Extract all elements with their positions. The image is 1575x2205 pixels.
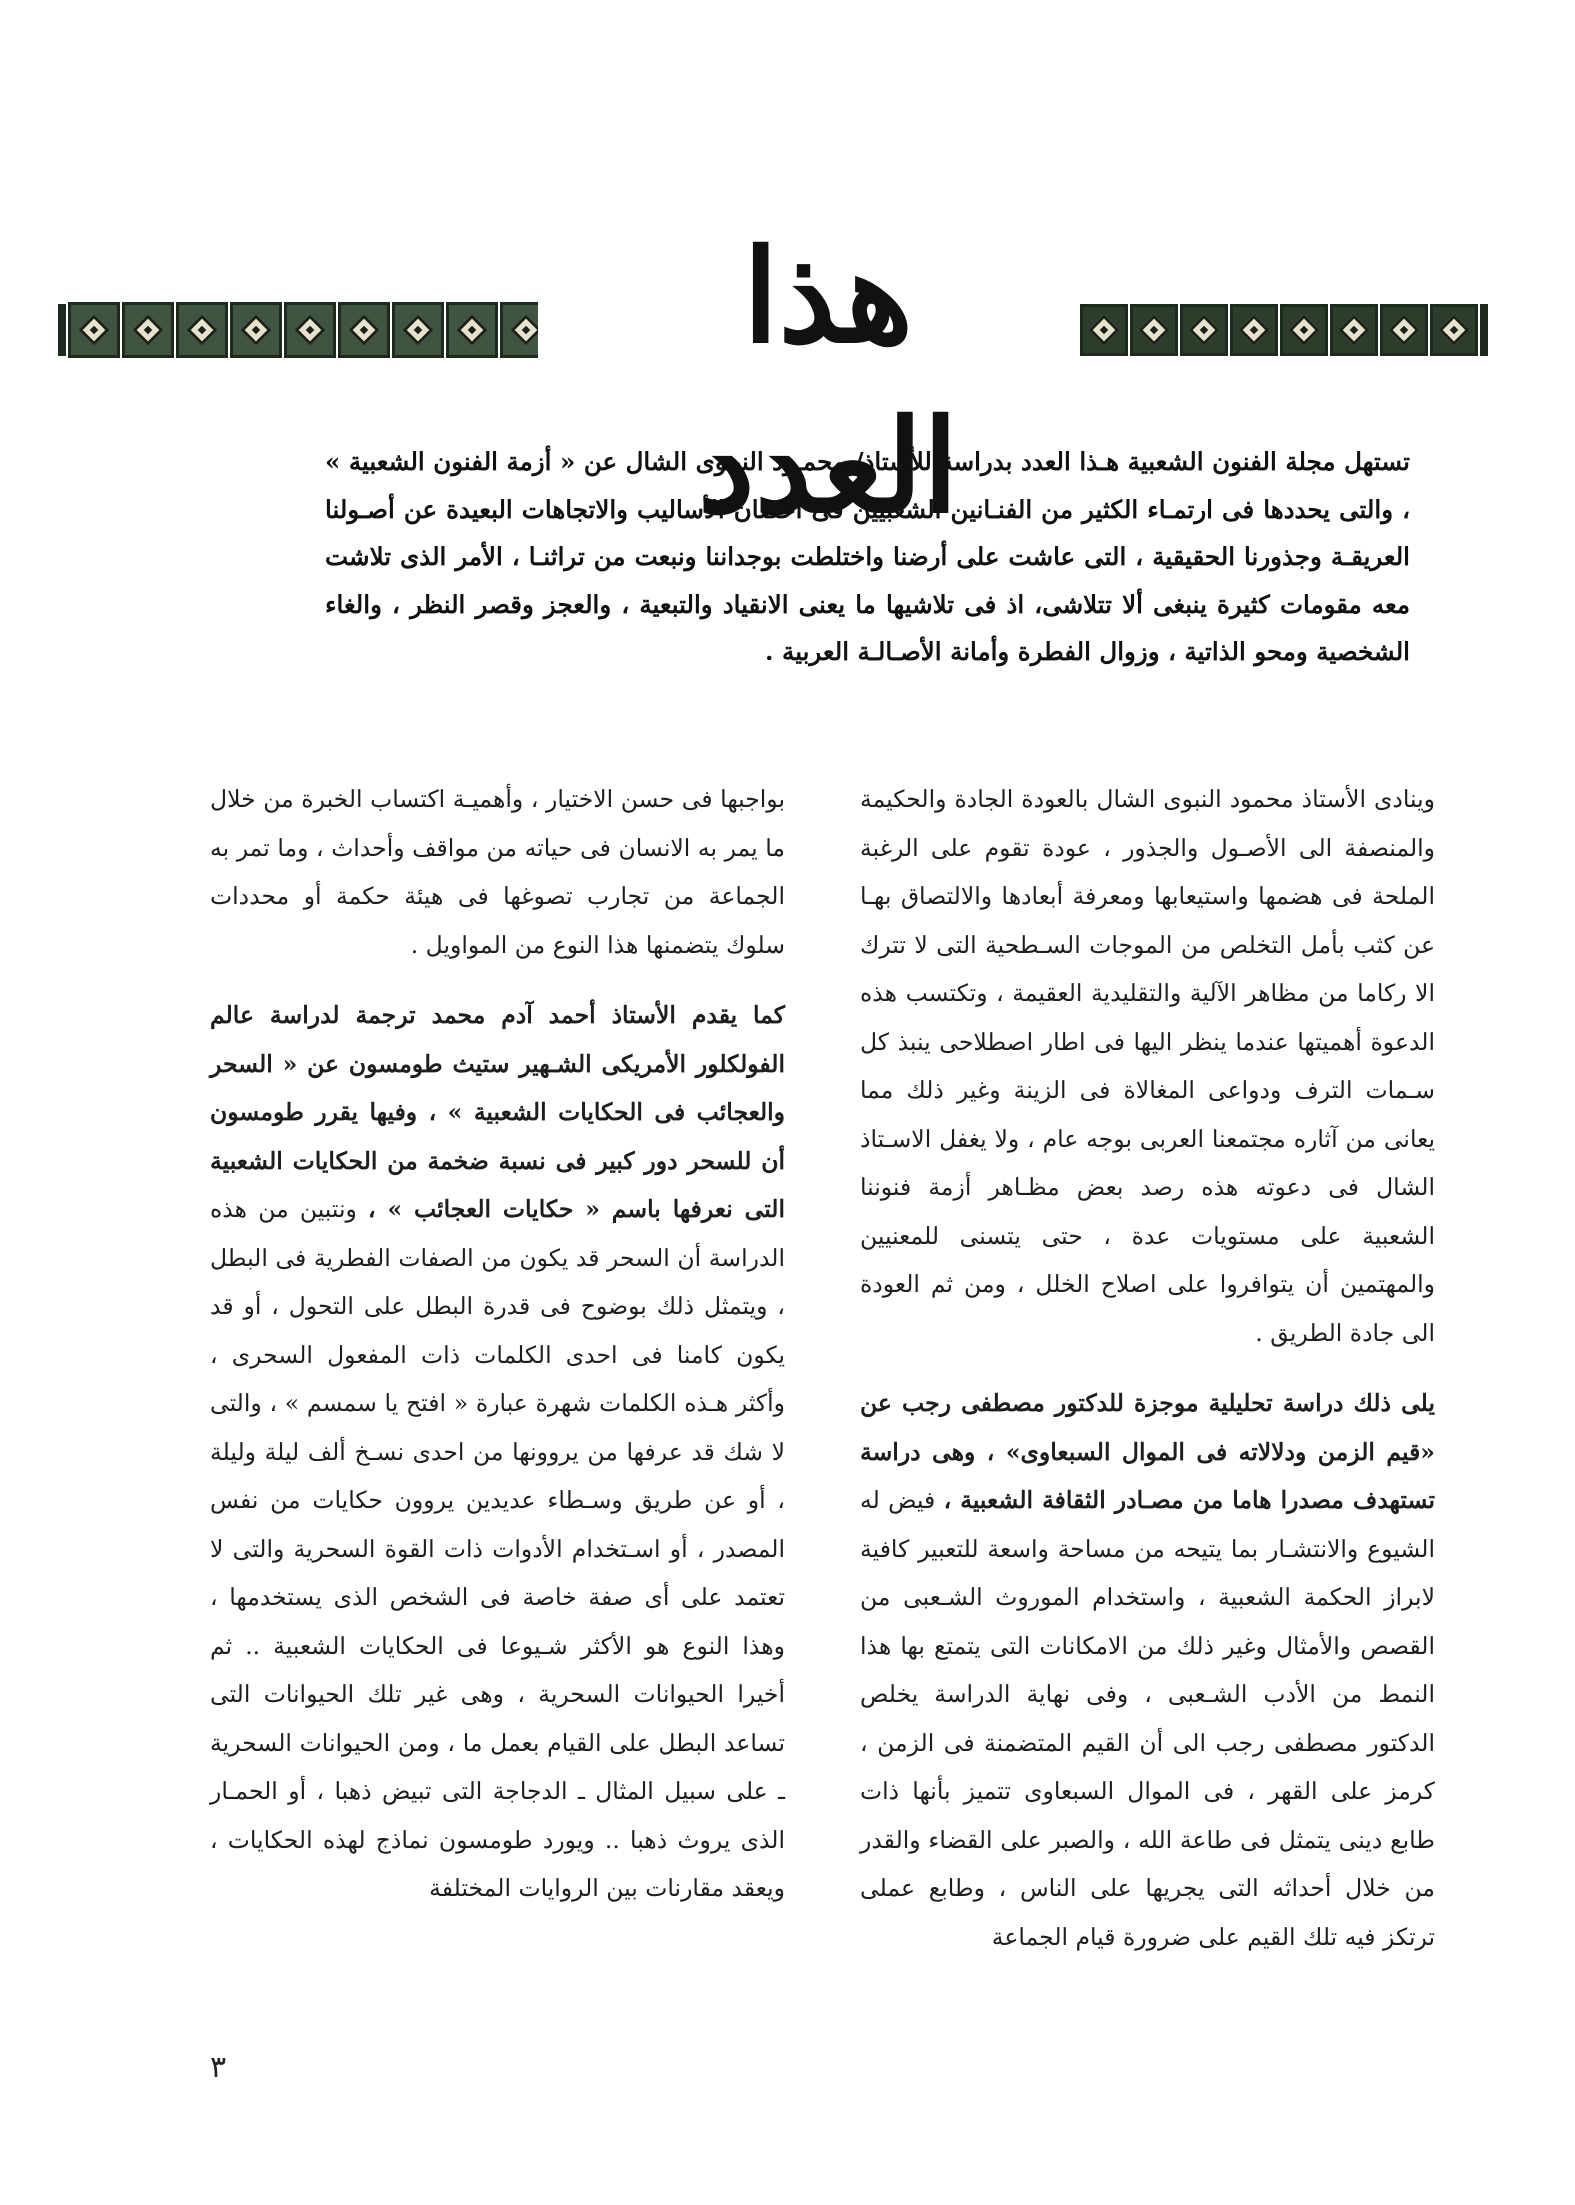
ornament-tile (500, 302, 538, 358)
paragraph-text: ونتبين من هذه الدراسة أن السحر قد يكون من الصفات الفطرية فى البطل ، ويتمثل ذلك بوضوح فى قدرة البطل على التحول ، أو قد يكون كامنا فى احدى الكلمات ذات المفعول السحرى ، وأكثر هـذه الكلمات شهرة عبارة « افتح يا سمسم » ، والتى لا شك قد عرفها من يروونها من احدى نسـخ ألف ليلة وليلة ، أو عن طريق وسـطاء عديدين يروون حكايات من نفس المصدر ، أو اسـتخدام الأدوات ذات القوة السحرية والتى لا تعتمد على أى صفة خاصة فى الشخص الذى يستخدمها ، وهذا النوع هو الأكثر شـيوعا فى الحكايات الشعبية .. ثم أخيرا الحيوانات السحرية ، وهى غير تلك الحيوانات التى تساعد البطل على القيام بعمل ما ، ومن الحيوانات السحرية ـ على سبيل المثال ـ الدجاجة التى تبيض ذهبا ، أو الحمـار الذى يروث ذهبا .. ويورد طومسون نماذج لهذه الحكايات ، ويعقد مقارنات بين الروايات المختلفة (210, 1195, 785, 1902)
ornament-tile (1230, 304, 1278, 356)
ornament-tile (1130, 304, 1178, 356)
ornament-tile (1080, 304, 1128, 356)
ornament-tile (1330, 304, 1378, 356)
ornament-border-left (58, 300, 538, 360)
column-paragraph (860, 1379, 1435, 1961)
ornament-tile (446, 302, 498, 358)
column-paragraph (210, 991, 785, 1913)
article-column-right (860, 775, 1435, 1961)
ornament-tile (392, 302, 444, 358)
ornament-tile (338, 302, 390, 358)
ornament-tile (1430, 304, 1478, 356)
paragraph-lead: كما يقدم الأستاذ أحمد آدم محمد ترجمة لدراسة عالم الفولكلور الأمريكى الشـهير ستيث طومسون عن « السحر والعجائب فى الحكايات الشعبية » ، وفيها يقرر طومسون أن للسحر دور كبير فى نسبة ضخمة من الحكايات الشعبية التى نعرفها باسم « حكايات العجائب » ، (210, 1001, 785, 1223)
title-band (58, 222, 1488, 542)
ornament-bar (58, 304, 66, 356)
paragraph-text: فيض له الشيوع والانتشـار بما يتيحه من مساحة واسعة للتعبير كافية لابراز الحكمة الشعبية ، واستخدام الموروث الشـعبى من القصص والأمثال وغير ذلك من الامكانات التى يتمتع بها هذا النمط من الأدب الشـعبى ، وفى نهاية الدراسة يخلص الدكتور مصطفى رجب الى أن القيم المتضمنة فى الزمن ، كرمز على القهر ، فى الموال السبعاوى تتميز بأنها ذات طابع دينى يتمثل فى طاعة الله ، والصبر على القضاء والقدر من خلال أحداثه التى يجريها على الناس ، وطابع عملى ترتكز فيه تلك القيم على ضرورة قيام الجماعة (860, 1486, 1435, 1951)
page-number: ٣ (210, 2050, 227, 2085)
ornament-tile (284, 302, 336, 358)
ornament-tile (1180, 304, 1228, 356)
ornament-tile (1380, 304, 1428, 356)
column-paragraph: وينادى الأستاذ محمود النبوى الشال بالعودة الجادة والحكيمة والمنصفة الى الأصـول والجذور ، عودة تقوم على الرغبة الملحة فى هضمها واستيعابها ومعرفة أبعادها والالتصاق بهـا عن كثب بأمل التخلص من الموجات السـطحية التى لا تترك الا ركاما من مظاهر الآلية والتقليدية العقيمة ، وتكتسب هذه الدعوة أهميتها عندما ينظر اليها فى اطار اصطلاحى ينبذ كل سـمات الترف ودواعى المغالاة فى الزينة وغير ذلك مما يعانى من آثاره مجتمعنا العربى بوجه عام ، ولا يغفل الاسـتاذ الشال فى دعوته هذه رصد بعض مظـاهر أزمة فنوننا الشعبية على مستويات عدة ، حتى يتسنى للمعنيين والمهتمين أن يتوافروا على اصلاح الخلل ، ومن ثم العودة الى جادة الطريق . (860, 785, 1435, 1347)
column-paragraph: بواجبها فى حسن الاختيار ، وأهميـة اكتساب الخبرة من خلال ما يمر به الانسان فى حياته من مواقف وأحداث ، وما تمر به الجماعة من تجارب تصوغها فى هيئة حكمة أو محددات سلوك يتضمنها هذا النوع من المواويل . (210, 785, 785, 959)
ornament-tile (122, 302, 174, 358)
page-title: هذا العدد (697, 222, 959, 542)
article-column-left (210, 775, 785, 1913)
paragraph-lead: يلى ذلك دراسة تحليلية موجزة للدكتور مصطفى رجب عن «قيم الزمن ودلالاته فى الموال السبعاوى» ، وهى دراسة تستهدف مصدرا هاما من مصـادر الثقافة الشعبية ، (860, 1389, 1435, 1514)
ornament-tile (68, 302, 120, 358)
intro-paragraph: تستهل مجلة الفنون الشعبية هـذا العدد بدراسة للأستاذ/ محمـود النبـوى الشال عن « أزمة الفنون الشعبية » ، والتى يحددها فى ارتمـاء الكثير من الفنـانين الشعبيين فى أحضان الأساليب والاتجاهات البعيدة عن أصـولنا العريقـة وجذورنا الحقيقية ، التى عاشت على أرضنا واختلطت بوجداننا ونبعت من تراثنـا ، الأمر الذى تلاشت معه مقومات كثيرة ينبغى ألا تتلاشى، اذ فى تلاشيها ما يعنى الانقياد والتبعية ، والعجز وقصر النظر ، والغاء الشخصية ومحو الذاتية ، وزوال الفطرة وأمانة الأصـالـة العربية . (325, 447, 1410, 666)
ornament-border-right (1080, 300, 1488, 360)
ornament-tile (230, 302, 282, 358)
ornament-tile (176, 302, 228, 358)
ornament-bar (1480, 304, 1488, 356)
ornament-tile (1280, 304, 1328, 356)
